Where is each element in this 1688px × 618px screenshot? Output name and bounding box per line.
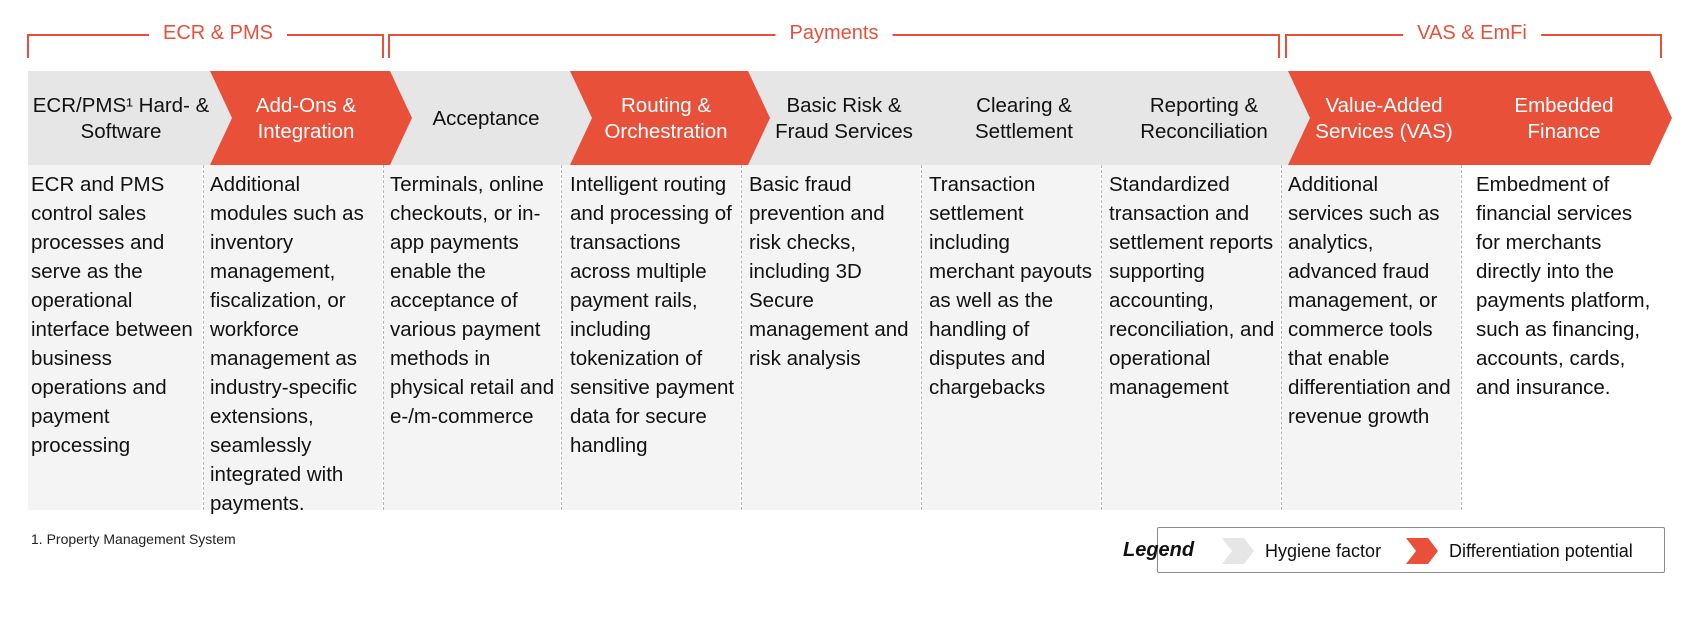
step-description-vas: Additional services such as analytics, advanced fraud management, or commerce tools that enable differentiation and revenue growth	[1288, 173, 1451, 428]
column-divider	[1101, 165, 1102, 510]
column-divider	[1281, 165, 1282, 510]
step-description-routing: Intelligent routing and processing of transactions across multiple payment rails, including tokenization of sensitive payment data for secure handling	[570, 173, 735, 457]
legend-differentiation-label: Differentiation potential	[1449, 541, 1633, 561]
group-label-ecr-pms: ECR & PMS	[149, 20, 287, 46]
column-divider	[921, 165, 922, 510]
step-title-risk-fraud: Basic Risk & Fraud Services	[775, 94, 913, 143]
step-description-add-ons: Additional modules such as inventory management, fiscalization, or workforce management as industry-specific extensions, seamlessly integrated with payments.	[210, 173, 364, 515]
step-title-clearing: Clearing & Settlement	[975, 94, 1073, 143]
step-title-reporting: Reporting & Reconciliation	[1140, 94, 1268, 143]
column-divider	[561, 165, 562, 510]
step-description-embedded-finance: Embedment of financial services for merchants directly into the payments platform, such as financing, accounts, cards, and insurance.	[1476, 173, 1651, 399]
step-description-reporting: Standardized transaction and settlement reports supporting accounting, reconciliation, and operational management	[1109, 173, 1275, 399]
step-description-clearing: Transaction settlement including merchant payouts as well as the handling of disputes and chargebacks	[929, 173, 1092, 399]
column-divider	[1461, 165, 1462, 510]
step-title-ecr-pms: ECR/PMS¹ Hard- & Software	[32, 94, 210, 143]
step-description-acceptance: Terminals, online checkouts, or in-app payments enable the acceptance of various payment methods in physical retail and e-/m-commerce	[390, 173, 555, 428]
step-title-acceptance: Acceptance	[432, 107, 540, 130]
step-title-routing: Routing & Orchestration	[604, 94, 728, 143]
step-description-risk-fraud: Basic fraud prevention and risk checks, including 3D Secure management and risk analysis	[749, 173, 909, 370]
column-divider	[383, 165, 384, 510]
group-label-payments: Payments	[776, 20, 893, 46]
step-title-add-ons: Add-Ons & Integration	[255, 94, 357, 143]
footnote: 1. Property Management System	[31, 531, 236, 547]
step-description-ecr-pms: ECR and PMS control sales processes and serve as the operational interface between business operations and payment processing	[31, 173, 193, 457]
step-title-vas: Value-Added Services (VAS)	[1315, 94, 1453, 143]
legend-hygiene-label: Hygiene factor	[1265, 541, 1382, 561]
column-divider	[203, 165, 204, 510]
step-title-embedded-finance: Embedded Finance	[1514, 94, 1614, 143]
legend-title: Legend	[1123, 539, 1195, 561]
column-divider	[741, 165, 742, 510]
group-label-vas-emfi: VAS & EmFi	[1403, 20, 1541, 46]
